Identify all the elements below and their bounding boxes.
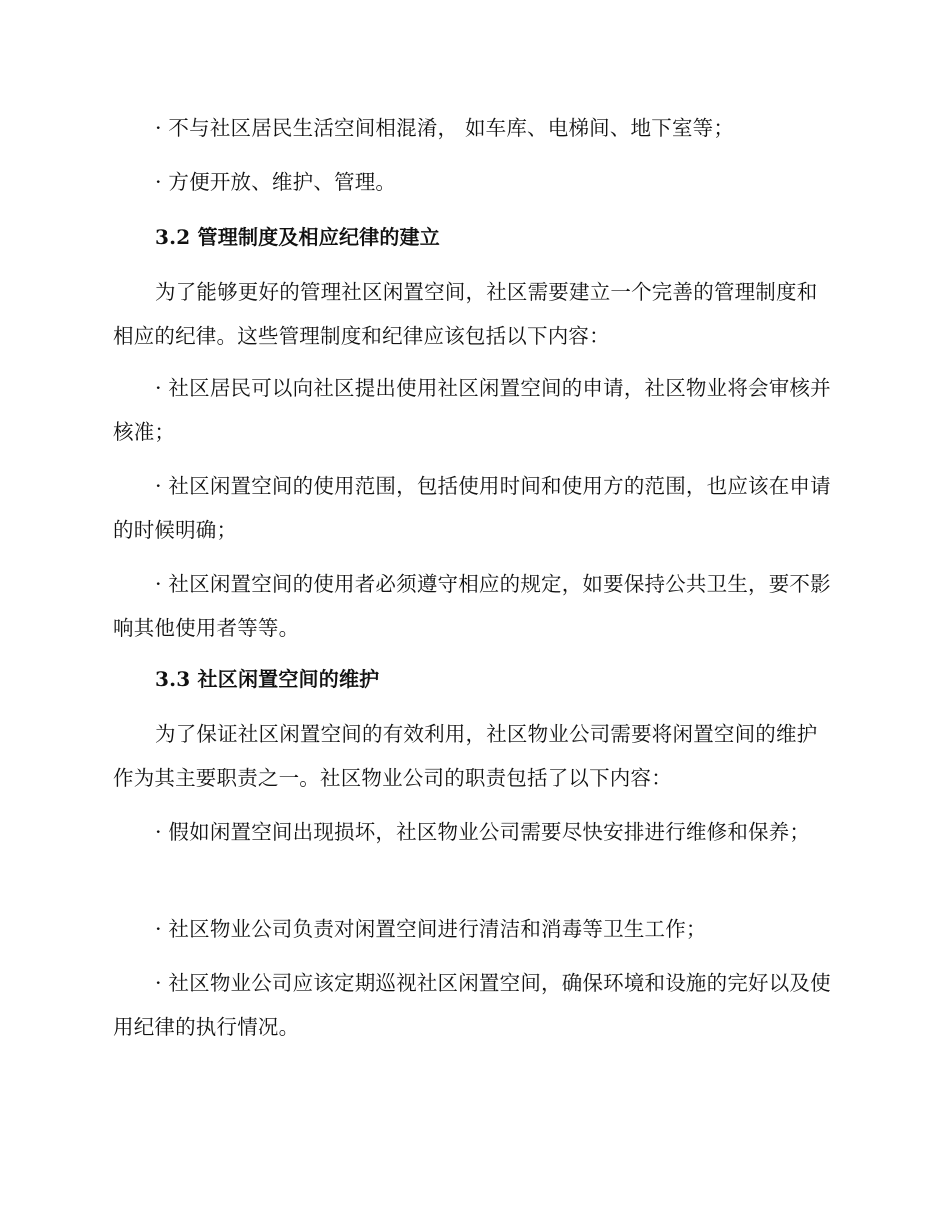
bullet-item: · 不与社区居民生活空间相混淆， 如车库、电梯间、地下室等；	[155, 116, 735, 140]
bullet-item: · 社区居民可以向社区提出使用社区闲置空间的申请，社区物业将会审核并核准；	[113, 376, 831, 444]
section-heading-3-2: 3.2 管理制度及相应纪律的建立	[155, 225, 440, 249]
paragraph: 为了保证社区闲置空间的有效利用，社区物业公司需要将闲置空间的维护作为其主要职责之一。社区物业公司的职责包括了以下内容：	[113, 722, 818, 790]
bullet-item: · 社区闲置空间的使用范围，包括使用时间和使用方的范围，也应该在申请的时候明确；	[113, 474, 831, 542]
bullet-item: · 方便开放、维护、管理。	[155, 170, 397, 194]
section-heading-3-3: 3.3 社区闲置空间的维护	[155, 667, 380, 691]
bullet-item: · 社区闲置空间的使用者必须遵守相应的规定，如要保持公共卫生，要不影响其他使用者等等。	[113, 572, 831, 640]
paragraph: 为了能够更好的管理社区闲置空间，社区需要建立一个完善的管理制度和相应的纪律。这些管理制度和纪律应该包括以下内容：	[113, 280, 818, 348]
bullet-item: · 社区物业公司应该定期巡视社区闲置空间，确保环境和设施的完好以及使用纪律的执行情况。	[113, 971, 831, 1039]
bullet-item: · 假如闲置空间出现损坏，社区物业公司需要尽快安排进行维修和保养；	[155, 820, 811, 844]
bullet-item: · 社区物业公司负责对闲置空间进行清洁和消毒等卫生工作；	[155, 917, 707, 941]
